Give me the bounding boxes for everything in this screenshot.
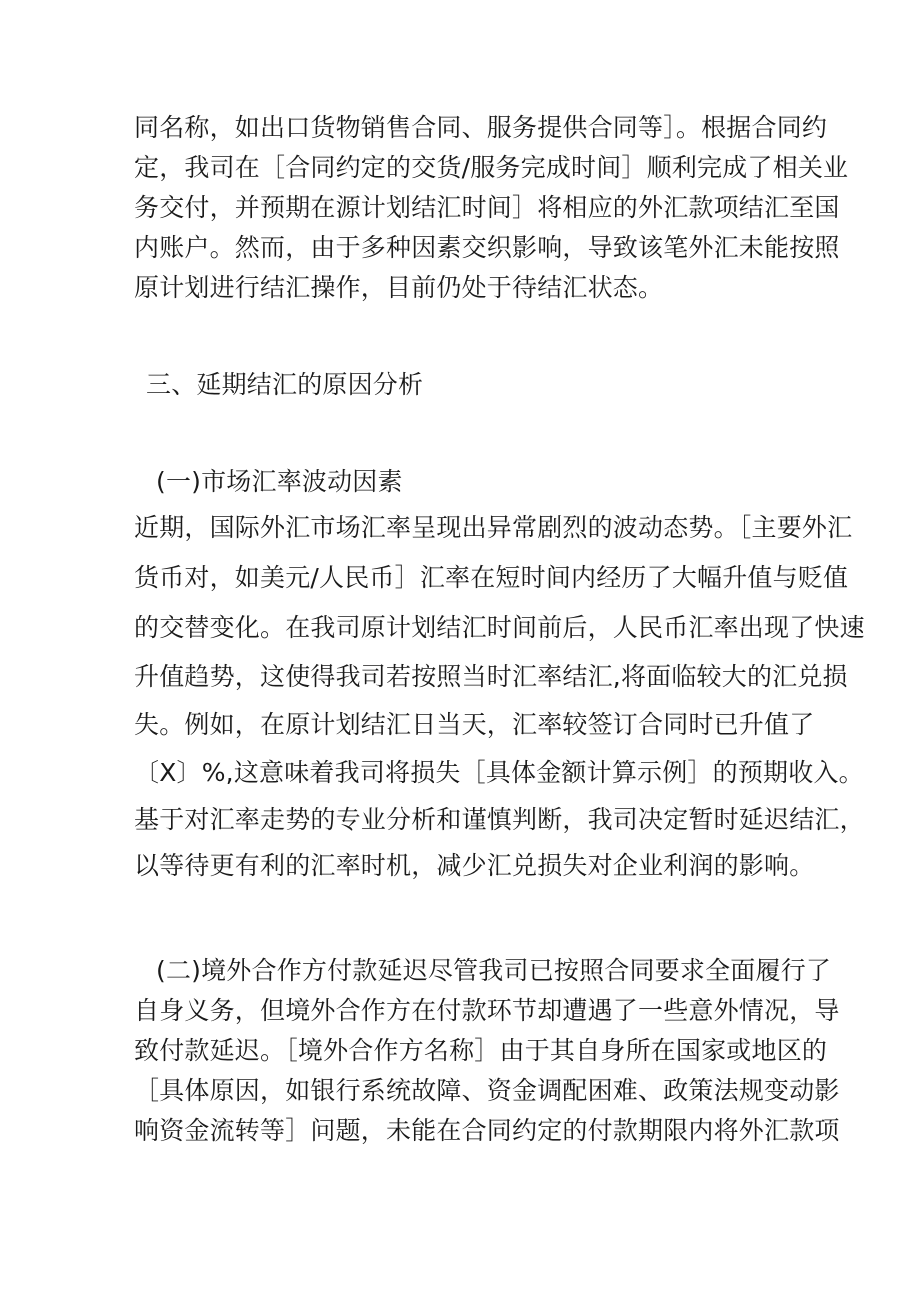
subsection-one-line-7: 基于对汇率走势的专业分析和谨慎判断，我司决定暂时延迟结汇， [134, 805, 865, 834]
intro-line-1: 同名称，如出口货物销售合同、服务提供合同等］。根据合同约 [134, 113, 828, 142]
intro-line-3: 务交付，并预期在源计划结汇时间］将相应的外汇款项结汇至国 [134, 193, 840, 222]
section-three-heading: 三、延期结汇的原因分析 [146, 370, 424, 399]
subsection-one-line-6: 〔X〕%,这意味着我司将损失［具体金额计算示例］的预期收入。 [134, 758, 864, 787]
subsection-two-line-4: ［具体原因，如银行系统故障、资金调配困难、政策法规变动影 [134, 1076, 840, 1105]
subsection-one-line-5: 失。例如，在原计划结汇日当天，汇率较签订合同时已升值了 [134, 710, 815, 739]
subsection-one-line-3: 的交替变化。在我司原计划结汇时间前后，人民币汇率出现了快速 [134, 613, 865, 642]
subsection-two-line-2: 自身义务，但境外合作方在付款环节却遭遇了一些意外情况，导 [134, 996, 840, 1025]
subsection-one-line-8: 以等待更有利的汇率时机，减少汇兑损失对企业利润的影响。 [134, 851, 815, 880]
intro-line-5: 原计划进行结汇操作，目前仍处于待结汇状态。 [134, 273, 664, 302]
intro-line-2: 定，我司在［合同约定的交货/服务完成时间］顺利完成了相关业 [134, 153, 849, 182]
subsection-two-line-3: 致付款延迟。［境外合作方名称］由于其自身所在国家或地区的 [134, 1036, 828, 1065]
intro-line-4: 内账户。然而，由于多种因素交织影响，导致该笔外汇未能按照 [134, 233, 840, 262]
subsection-two-line-5: 响资金流转等］问题，未能在合同约定的付款期限内将外汇款项 [134, 1116, 840, 1145]
subsection-one-line-2: 货币对，如美元/人民币］汇率在短时间内经历了大幅升值与贬值 [134, 563, 849, 592]
subsection-one-line-1: 近期，国际外汇市场汇率呈现出异常剧烈的波动态势。［主要外汇 [134, 513, 853, 542]
subsection-one-heading: (一)市场汇率波动因素 [156, 467, 403, 496]
subsection-two-line-1: (二)境外合作方付款延迟尽管我司已按照合同要求全面履行了 [156, 956, 832, 985]
subsection-one-line-4: 升值趋势，这使得我司若按照当时汇率结汇,将面临较大的汇兑损 [134, 662, 848, 691]
